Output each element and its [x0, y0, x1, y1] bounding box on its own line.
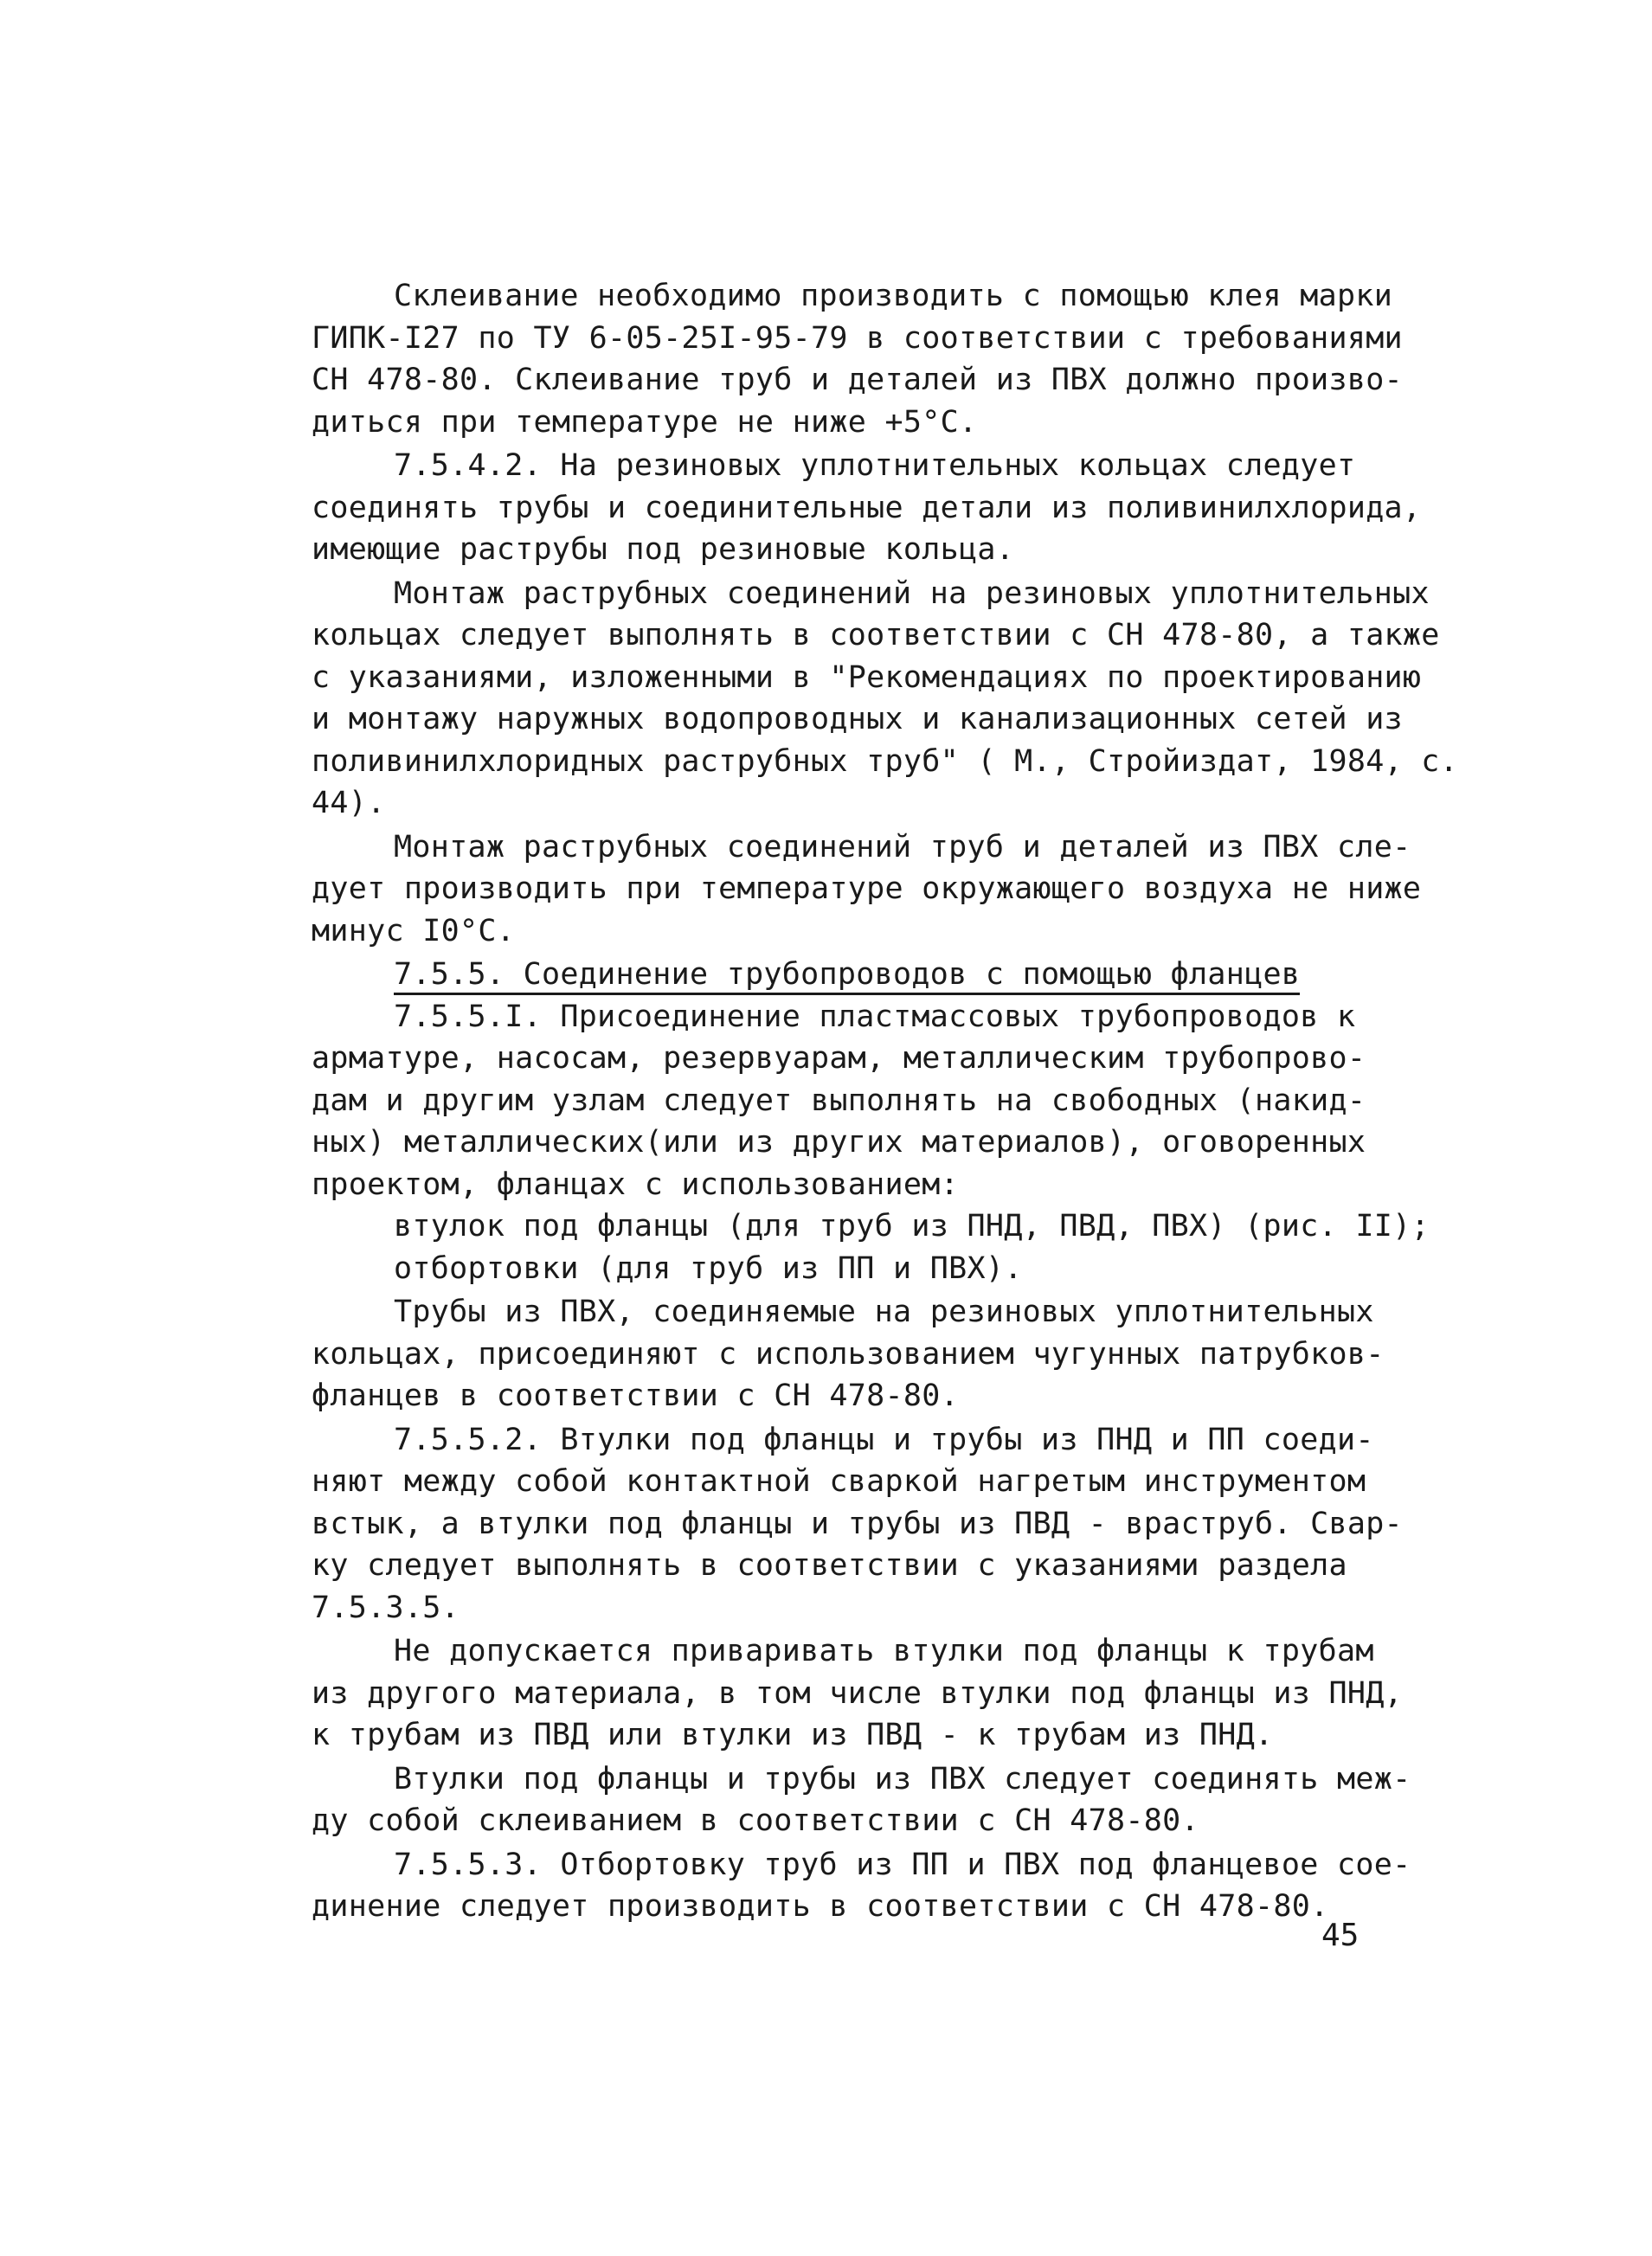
text-line: динение следует производить в соответствии с СН 478-80. — [312, 1889, 1329, 1924]
text-line: 7.5.4.2. На резиновых уплотнительных кольцах следует — [394, 448, 1356, 483]
text-line: ГИПК-I27 по ТУ 6-05-25I-95-79 в соответствии с требованиями — [312, 320, 1403, 356]
list-item: втулок под фланцы (для труб из ПНД, ПВД, ПВХ) (рис. II); — [394, 1209, 1430, 1244]
text-line: встык, а втулки под фланцы и трубы из ПВД - враструб. Свар- — [312, 1506, 1403, 1541]
text-line: Не допускается приваривать втулки под фланцы к трубам — [394, 1634, 1374, 1668]
text-line: проектом, фланцах с использованием: — [312, 1167, 960, 1202]
text-line: 7.5.3.5. — [312, 1590, 460, 1625]
document-body — [312, 275, 1459, 1928]
text-line: с указаниями, изложенными в "Рекомендациях по проектированию — [312, 659, 1422, 695]
text-line: ку следует выполнять в соответствии с указаниями раздела — [312, 1548, 1347, 1583]
text-line: и монтажу наружных водопроводных и канализационных сетей из — [312, 702, 1403, 736]
text-line: Монтаж раструбных соединений на резиновых уплотнительных — [394, 575, 1430, 611]
text-line: фланцев в соответствии с СН 478-80. — [312, 1379, 960, 1413]
text-line: минус I0°С. — [312, 913, 516, 948]
text-line: СН 478-80. Склеивание труб и деталей из ПВХ должно произво- — [312, 363, 1403, 397]
text-line: Трубы из ПВХ, соединяемые на резиновых уплотнительных — [394, 1295, 1374, 1329]
text-line: няют между собой контактной сваркой нагретым инструментом — [312, 1464, 1366, 1499]
text-line: 44). — [312, 786, 386, 820]
text-line: кольцах следует выполнять в соответствии с СН 478-80, а также — [312, 618, 1440, 652]
section-heading-line — [312, 954, 1359, 996]
text-line: 7.5.5.I. Присоединение пластмассовых трубопроводов к — [394, 999, 1356, 1034]
text-line: Монтаж раструбных соединений труб и деталей из ПВХ сле- — [394, 829, 1411, 864]
text-line: кольцах, присоединяют с использованием чугунных патрубков- — [312, 1336, 1385, 1372]
text-line: арматуре, насосам, резервуарам, металлическим трубопрово- — [312, 1041, 1366, 1076]
text-line: 7.5.5.2. Втулки под фланцы и трубы из ПНД и ПП соеди- — [394, 1422, 1374, 1457]
list-item: отбортовки (для труб из ПП и ПВХ). — [394, 1250, 1023, 1286]
text-line: из другого материала, в том числе втулки под фланцы из ПНД, — [312, 1675, 1403, 1711]
text-line: 7.5.5.3. Отбортовку труб из ПП и ПВХ под фланцевое сое- — [394, 1847, 1411, 1882]
text-line: ду собой склеиванием в соответствии с СН 478-80. — [312, 1803, 1199, 1838]
text-line: поливинилхлоридных раструбных труб" ( М., Стройиздат, 1984, с. — [312, 743, 1459, 779]
text-line: Склеивание необходимо производить с помощью клея марки — [394, 279, 1393, 313]
page-number: 45 — [1321, 1918, 1360, 1953]
text-line: имеющие раструбы под резиновые кольца. — [312, 532, 1015, 567]
text-line: Втулки под фланцы и трубы из ПВХ следует соединять меж- — [394, 1761, 1411, 1796]
text-line: диться при температуре не ниже +5°С. — [312, 404, 978, 440]
text-line: ных) металлических(или из других материалов), оговоренных — [312, 1125, 1366, 1160]
section-heading: 7.5.5. Соединение трубопроводов с помощью фланцев — [394, 957, 1300, 995]
text-line: соединять трубы и соединительные детали из поливинилхлорида, — [312, 490, 1422, 525]
text-line: к трубам из ПВД или втулки из ПВД - к трубам из ПНД. — [312, 1718, 1274, 1752]
text-line: дам и другим узлам следует выполнять на свободных (накид- — [312, 1083, 1366, 1118]
text-line: дует производить при температуре окружающего воздуха не ниже — [312, 871, 1422, 906]
